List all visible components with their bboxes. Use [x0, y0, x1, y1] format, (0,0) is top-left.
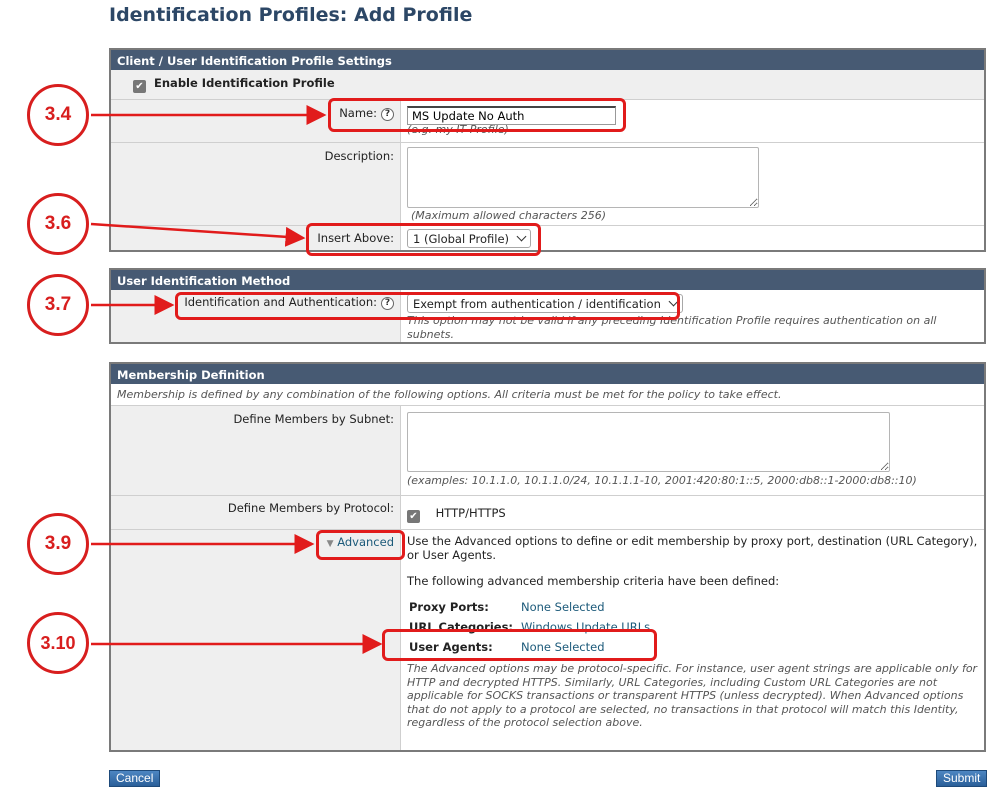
enable-profile-row — [111, 70, 984, 100]
advanced-label-cell — [111, 530, 401, 750]
user-agents-link[interactable]: None Selected — [521, 640, 605, 654]
subnet-hint: (examples: 10.1.1.0, 10.1.1.0/24, 10.1.1.1-10, 2001:420:80:1::5, 2000:db8::1-2000:db8::10) — [407, 474, 917, 487]
auth-label-cell — [111, 290, 401, 342]
user-id-method-header: User Identification Method — [111, 268, 984, 290]
callout-step-3-7: 3.7 — [27, 274, 89, 336]
auth-value: Exempt from authentication / identification — [413, 296, 661, 311]
advanced-toggle[interactable] — [327, 535, 394, 549]
insert-above-value: 1 (Global Profile) — [413, 231, 510, 246]
page-title: Identification Profiles: Add Profile — [109, 4, 473, 26]
http-https-checkbox[interactable]: ✔ — [407, 510, 420, 523]
subnet-value-cell — [401, 406, 984, 495]
url-categories-key: URL Categories: — [409, 620, 514, 634]
chevron-down-icon — [668, 297, 678, 307]
insert-above-label-cell — [111, 226, 401, 250]
user-agents-key: User Agents: — [409, 640, 493, 654]
advanced-desc: Use the Advanced options to define or edit membership by proxy port, destination (URL Category), or User Agents. — [407, 534, 978, 562]
protocol-value-cell — [401, 496, 984, 529]
proxy-ports-key: Proxy Ports: — [409, 600, 489, 614]
advanced-defined: The following advanced membership criteria have been defined: — [407, 574, 780, 588]
name-value-cell — [401, 100, 984, 142]
protocol-label: Define Members by Protocol: — [227, 501, 394, 515]
protocol-label-cell — [111, 496, 401, 529]
help-icon[interactable]: ? — [381, 297, 394, 310]
name-row — [111, 100, 984, 142]
subnet-row — [111, 406, 984, 495]
cancel-button[interactable]: Cancel — [109, 770, 160, 787]
name-hint: (e.g. my IT Profile) — [407, 123, 509, 136]
auth-value-cell — [401, 290, 984, 342]
help-icon[interactable]: ? — [381, 108, 394, 121]
insert-above-select[interactable] — [407, 229, 531, 248]
client-settings-panel — [109, 48, 986, 252]
callout-step-3-6: 3.6 — [27, 193, 89, 255]
http-https-label: HTTP/HTTPS — [435, 506, 506, 520]
advanced-row — [111, 529, 984, 750]
auth-row — [111, 290, 984, 342]
advanced-note: The Advanced options may be protocol-specific. For instance, user agent strings are applicable only for HTTP and decrypted HTTPS. Similarly, URL Categories, including Custom URL Categories are not applicable for SOCKS transactions or transparent HTTPS (unless decrypted). When Advanced options that do not apply to a protocol are selected, no transactions in that protocol will match this Identity, regardless of the protocol selection above. — [407, 662, 978, 729]
description-label: Description: — [324, 149, 394, 163]
callout-step-3-10: 3.10 — [27, 612, 89, 674]
user-id-method-panel — [109, 268, 986, 344]
chevron-down-icon — [517, 232, 527, 242]
callout-step-3-9: 3.9 — [27, 513, 89, 575]
name-label-cell — [111, 100, 401, 142]
insert-above-row — [111, 225, 984, 250]
description-value-cell — [401, 143, 984, 225]
client-settings-header: Client / User Identification Profile Settings — [111, 48, 984, 70]
description-label-cell — [111, 143, 401, 225]
triangle-down-icon: ▼ — [326, 539, 334, 549]
callout-step-3-4: 3.4 — [27, 84, 89, 146]
submit-button[interactable]: Submit — [936, 770, 987, 787]
auth-label: Identification and Authentication: — [184, 295, 377, 309]
criteria-list — [409, 600, 978, 654]
name-label: Name: — [339, 106, 377, 120]
subnet-label: Define Members by Subnet: — [233, 412, 394, 426]
advanced-label: Advanced — [337, 535, 394, 549]
description-row — [111, 142, 984, 225]
protocol-row — [111, 495, 984, 529]
auth-hint: This option may not be valid if any preceding Identification Profile requires authentication on all subnets. — [407, 314, 937, 341]
subnet-label-cell — [111, 406, 401, 495]
membership-header: Membership Definition — [111, 362, 984, 384]
description-hint: (Maximum allowed characters 256) — [411, 209, 607, 222]
auth-select[interactable] — [407, 294, 683, 313]
subnet-textarea[interactable] — [407, 412, 890, 472]
enable-profile-checkbox[interactable]: ✔ — [133, 80, 146, 93]
insert-above-value-cell — [401, 226, 984, 250]
proxy-ports-link[interactable]: None Selected — [521, 600, 605, 614]
description-textarea[interactable] — [407, 147, 759, 208]
membership-intro: Membership is defined by any combination of the following options. All criteria must be met for the policy to take effect. — [111, 384, 984, 406]
insert-above-label: Insert Above: — [317, 231, 394, 245]
enable-profile-label: Enable Identification Profile — [154, 76, 335, 90]
membership-panel — [109, 362, 986, 752]
url-categories-link[interactable]: Windows Update URLs — [521, 620, 651, 634]
advanced-value-cell — [401, 530, 984, 750]
